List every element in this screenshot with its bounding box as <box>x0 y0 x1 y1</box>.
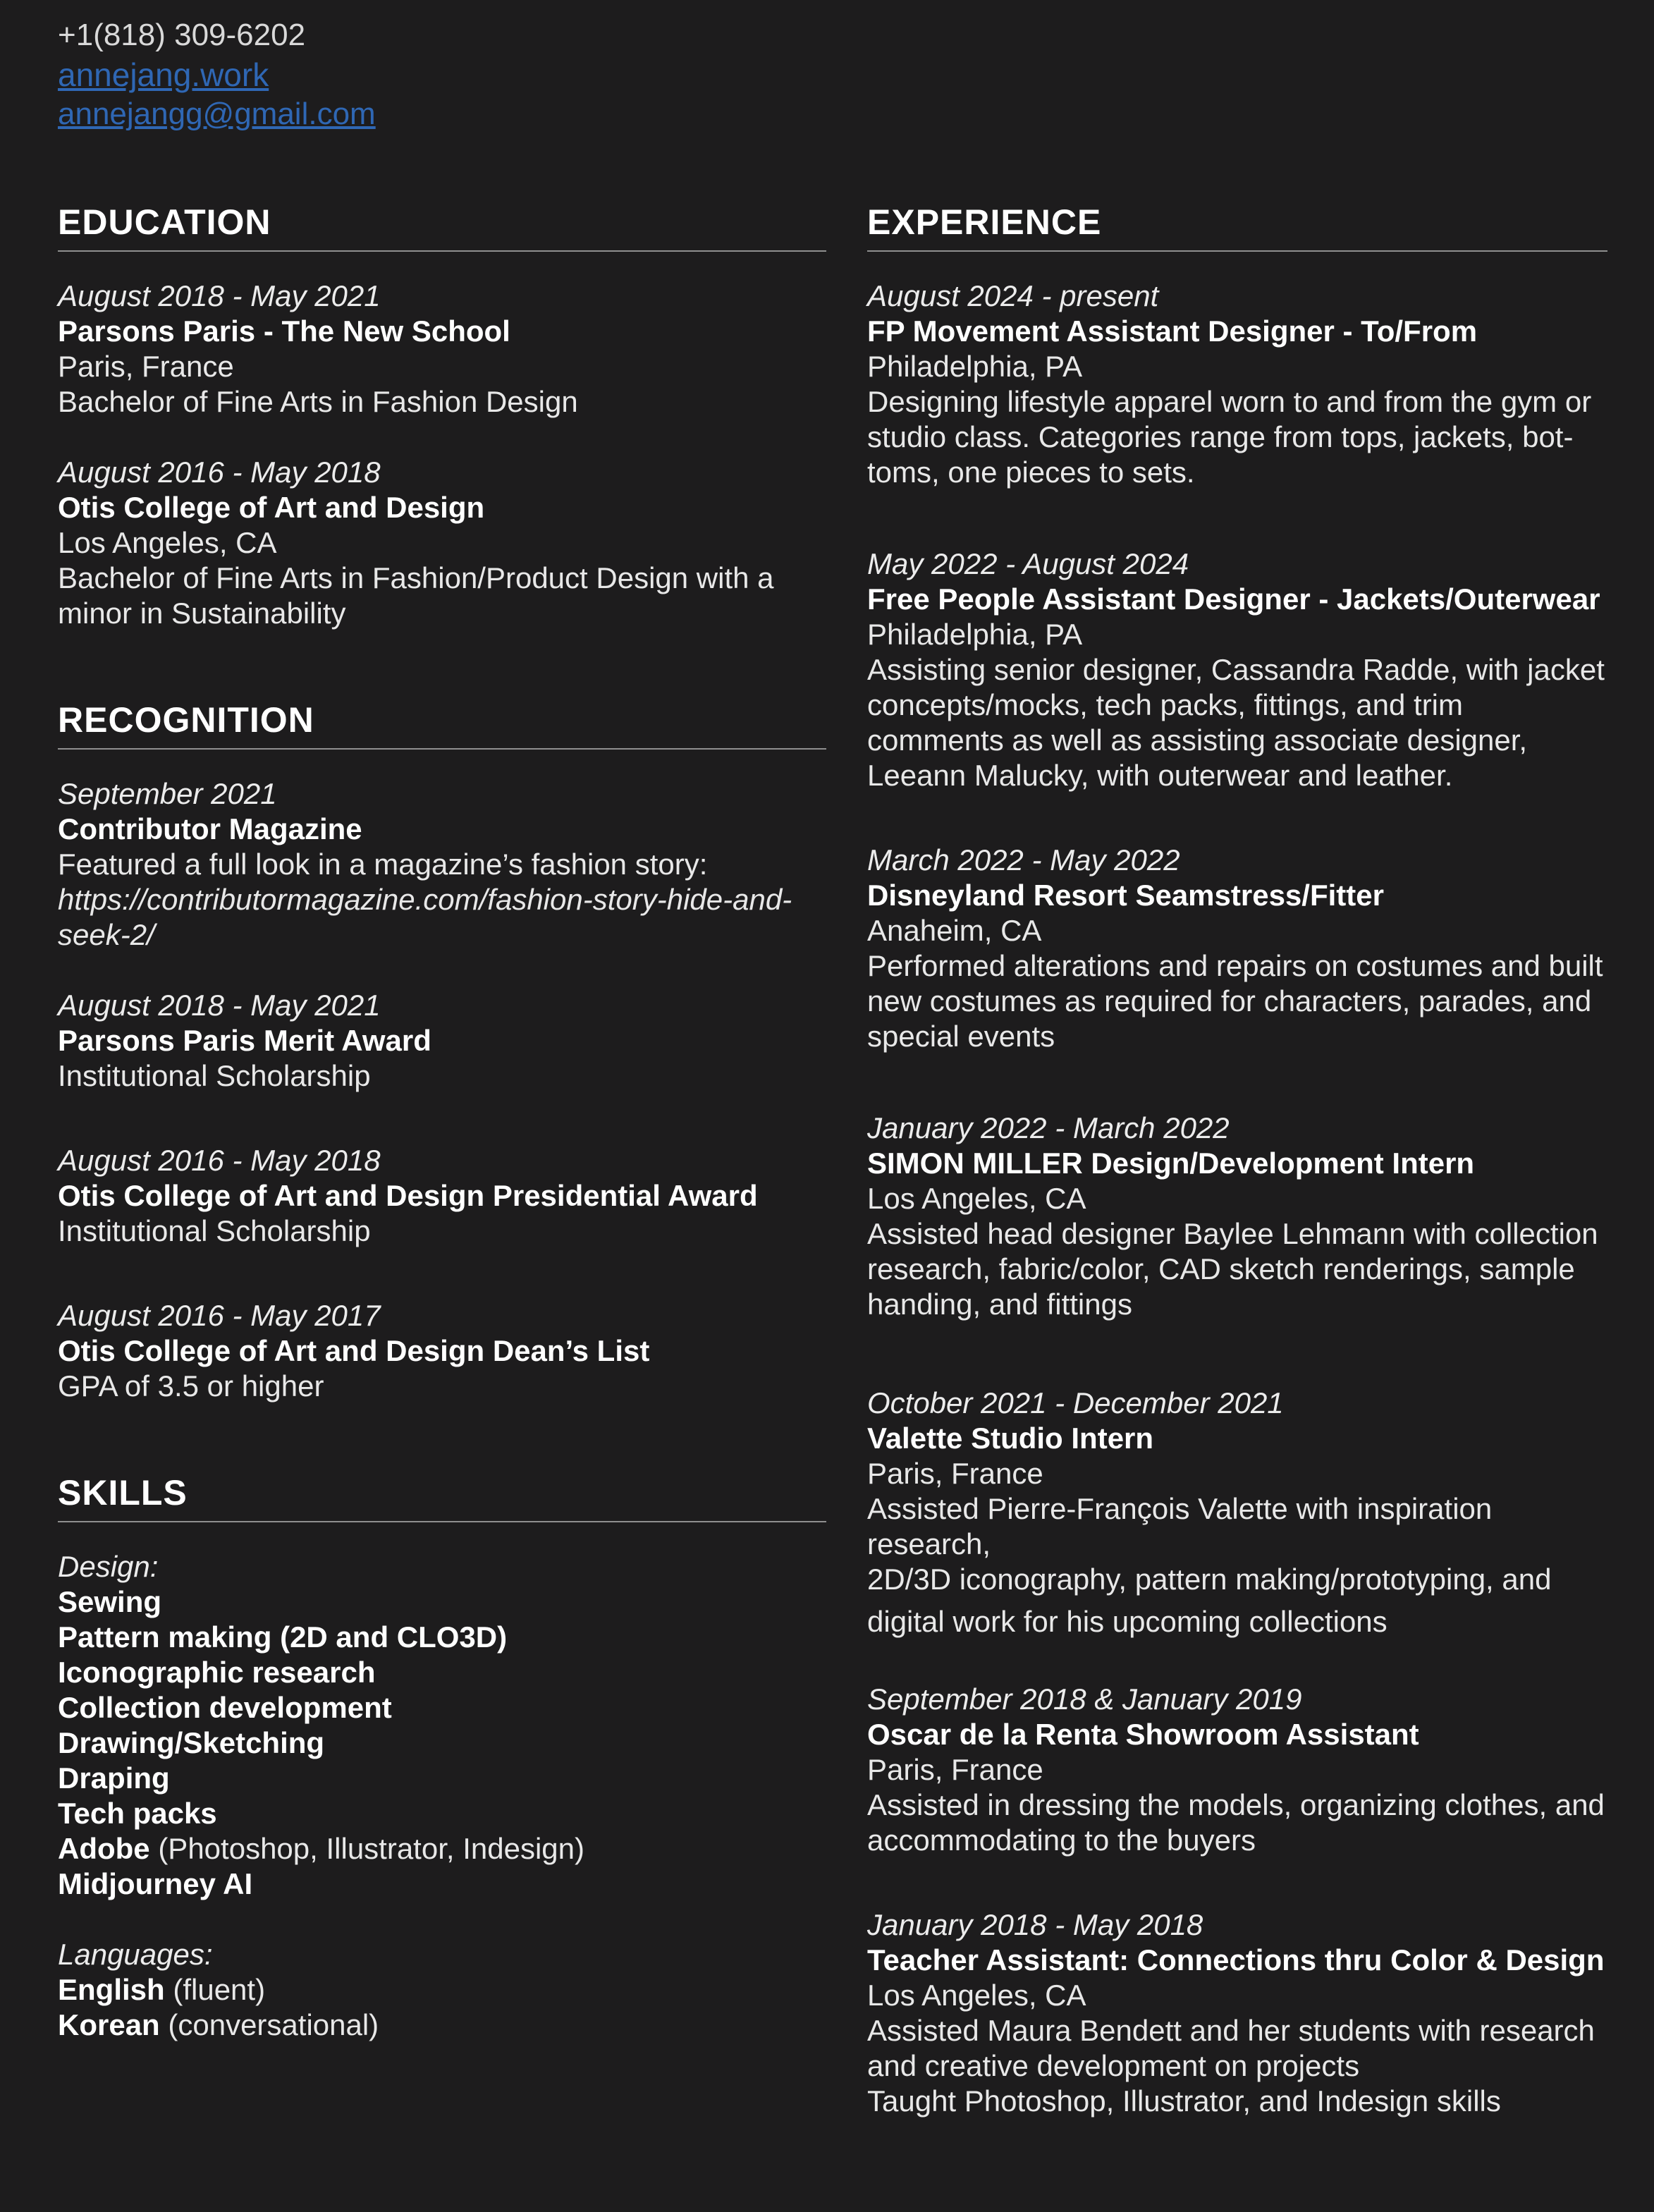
entry-description: handing, and fittings <box>867 1288 1132 1321</box>
entry-title: Oscar de la Renta Showroom Assistant <box>867 1718 1419 1751</box>
entry-detail: minor in Sustainability <box>58 597 346 630</box>
entry-date: August 2018 - May 2021 <box>58 279 381 312</box>
recognition-heading: RECOGNITION <box>58 700 314 740</box>
email-link[interactable]: annejangg@gmail.com <box>58 97 376 131</box>
entry-location: Paris, France <box>58 350 234 383</box>
entry-detail: Bachelor of Fine Arts in Fashion Design <box>58 385 578 418</box>
recognition-entry <box>58 1298 826 1404</box>
entry-detail: Institutional Scholarship <box>58 1214 371 1247</box>
phone-number: +1(818) 309-6202 <box>58 18 306 52</box>
skill-item: Sewing <box>58 1585 162 1618</box>
entry-description: Assisted Pierre-François Valette with inspiration research, <box>867 1492 1493 1560</box>
entry-title: Otis College of Art and Design Dean’s List <box>58 1334 650 1367</box>
entry-date: August 2016 - May 2018 <box>58 1144 381 1177</box>
skill-item: Iconographic research <box>58 1656 376 1689</box>
entry-description: Assisted head designer Baylee Lehmann with collection <box>867 1217 1598 1250</box>
magazine-link[interactable]: seek-2/ <box>58 918 155 951</box>
magazine-link[interactable]: https://contributormagazine.com/fashion-story-hide-and- <box>58 883 792 916</box>
entry-date: January 2018 - May 2018 <box>867 1908 1203 1941</box>
entry-description: digital work for his upcoming collections <box>867 1605 1387 1638</box>
skills-heading: SKILLS <box>58 1473 188 1513</box>
entry-detail: Featured a full look in a magazine’s fashion story: <box>58 848 708 881</box>
entry-description: concepts/mocks, tech packs, fittings, and trim <box>867 688 1464 721</box>
entry-location: Paris, France <box>867 1457 1043 1490</box>
entry-description: special events <box>867 1020 1055 1053</box>
entry-description: Assisting senior designer, Cassandra Radde, with jacket <box>867 653 1605 686</box>
entry-location: Los Angeles, CA <box>867 1182 1086 1215</box>
entry-title: Disneyland Resort Seamstress/Fitter <box>867 879 1384 912</box>
language-item: English (fluent) <box>58 1973 266 2006</box>
entry-location: Los Angeles, CA <box>867 1979 1086 2012</box>
education-heading: EDUCATION <box>58 202 271 242</box>
entry-description: accommodating to the buyers <box>867 1823 1256 1857</box>
entry-description: Leeann Malucky, with outerwear and leather. <box>867 759 1453 792</box>
entry-description: Assisted in dressing the models, organizing clothes, and <box>867 1788 1605 1821</box>
entry-title: Contributor Magazine <box>58 812 362 845</box>
entry-description: 2D/3D iconography, pattern making/prototyping, and <box>867 1563 1552 1596</box>
skill-item: Collection development <box>58 1691 392 1724</box>
entry-description: new costumes as required for characters, parades, and <box>867 984 1592 1018</box>
experience-entry <box>867 546 1607 793</box>
design-label: Design: <box>58 1550 159 1583</box>
entry-description: research, fabric/color, CAD sketch renderings, sample <box>867 1252 1575 1285</box>
experience-entry <box>867 1111 1607 1322</box>
entry-description: Assisted Maura Bendett and her students with research <box>867 2014 1595 2047</box>
skill-item: Tech packs <box>58 1797 217 1830</box>
entry-location: Philadelphia, PA <box>867 618 1083 651</box>
skill-item: Adobe (Photoshop, Illustrator, Indesign) <box>58 1832 584 1865</box>
entry-date: August 2024 - present <box>867 279 1159 312</box>
entry-date: May 2022 - August 2024 <box>867 547 1189 580</box>
language-skills <box>58 1937 826 2043</box>
design-skills <box>58 1549 826 1902</box>
entry-description: and creative development on projects <box>867 2049 1360 2082</box>
experience-entry <box>867 1907 1607 2119</box>
recognition-divider <box>58 748 826 750</box>
entry-date: September 2021 <box>58 777 277 810</box>
entry-date: August 2018 - May 2021 <box>58 989 381 1022</box>
entry-title: SIMON MILLER Design/Development Intern <box>867 1147 1475 1180</box>
entry-date: January 2022 - March 2022 <box>867 1111 1230 1144</box>
skill-item: Pattern making (2D and CLO3D) <box>58 1620 508 1654</box>
left-column <box>58 201 826 2043</box>
experience-entry <box>867 1682 1607 1858</box>
skills-divider <box>58 1521 826 1522</box>
entry-detail: Institutional Scholarship <box>58 1059 371 1092</box>
entry-location: Paris, France <box>867 1753 1043 1786</box>
recognition-entry <box>58 1143 826 1249</box>
entry-detail: GPA of 3.5 or higher <box>58 1369 324 1403</box>
entry-description: Designing lifestyle apparel worn to and from the gym or <box>867 385 1592 418</box>
entry-title: Parsons Paris - The New School <box>58 314 510 348</box>
experience-entry <box>867 279 1607 490</box>
skill-item: Midjourney AI <box>58 1867 253 1900</box>
entry-title: FP Movement Assistant Designer - To/From <box>867 314 1478 348</box>
entry-detail: Bachelor of Fine Arts in Fashion/Product Design with a <box>58 561 774 594</box>
language-item: Korean (conversational) <box>58 2008 379 2041</box>
entry-location: Anaheim, CA <box>867 914 1042 947</box>
entry-date: March 2022 - May 2022 <box>867 843 1180 876</box>
entry-title: Teacher Assistant: Connections thru Color & Design <box>867 1943 1605 1976</box>
recognition-entry <box>58 988 826 1094</box>
education-entry <box>58 455 826 631</box>
experience-entry <box>867 1386 1607 1639</box>
entry-description: studio class. Categories range from tops, jackets, bot- <box>867 420 1574 453</box>
entry-date: October 2021 - December 2021 <box>867 1386 1284 1419</box>
entry-description: Taught Photoshop, Illustrator, and Indesign skills <box>867 2084 1501 2118</box>
entry-title: Valette Studio Intern <box>867 1422 1154 1455</box>
entry-location: Philadelphia, PA <box>867 350 1083 383</box>
experience-heading: EXPERIENCE <box>867 202 1102 242</box>
entry-date: August 2016 - May 2017 <box>58 1299 381 1332</box>
education-entry <box>58 279 826 420</box>
entry-date: August 2016 - May 2018 <box>58 456 381 489</box>
experience-divider <box>867 250 1607 252</box>
education-divider <box>58 250 826 252</box>
skill-item: Drawing/Sketching <box>58 1726 325 1759</box>
entry-title: Otis College of Art and Design <box>58 491 485 524</box>
entry-title: Parsons Paris Merit Award <box>58 1024 431 1057</box>
languages-label: Languages: <box>58 1938 213 1971</box>
contact-block <box>58 16 376 134</box>
recognition-entry <box>58 776 826 953</box>
entry-location: Los Angeles, CA <box>58 526 277 559</box>
website-link[interactable]: annejang.work <box>58 56 269 93</box>
experience-entry <box>867 843 1607 1054</box>
entry-description: Performed alterations and repairs on costumes and built <box>867 949 1603 982</box>
right-column <box>867 201 1607 2119</box>
entry-title: Free People Assistant Designer - Jackets/Outerwear <box>867 582 1600 616</box>
entry-date: September 2018 & January 2019 <box>867 1682 1302 1716</box>
entry-description: comments as well as assisting associate designer, <box>867 723 1528 757</box>
entry-title: Otis College of Art and Design Presidential Award <box>58 1179 758 1212</box>
entry-description: toms, one pieces to sets. <box>867 456 1195 489</box>
skill-item: Draping <box>58 1761 170 1795</box>
